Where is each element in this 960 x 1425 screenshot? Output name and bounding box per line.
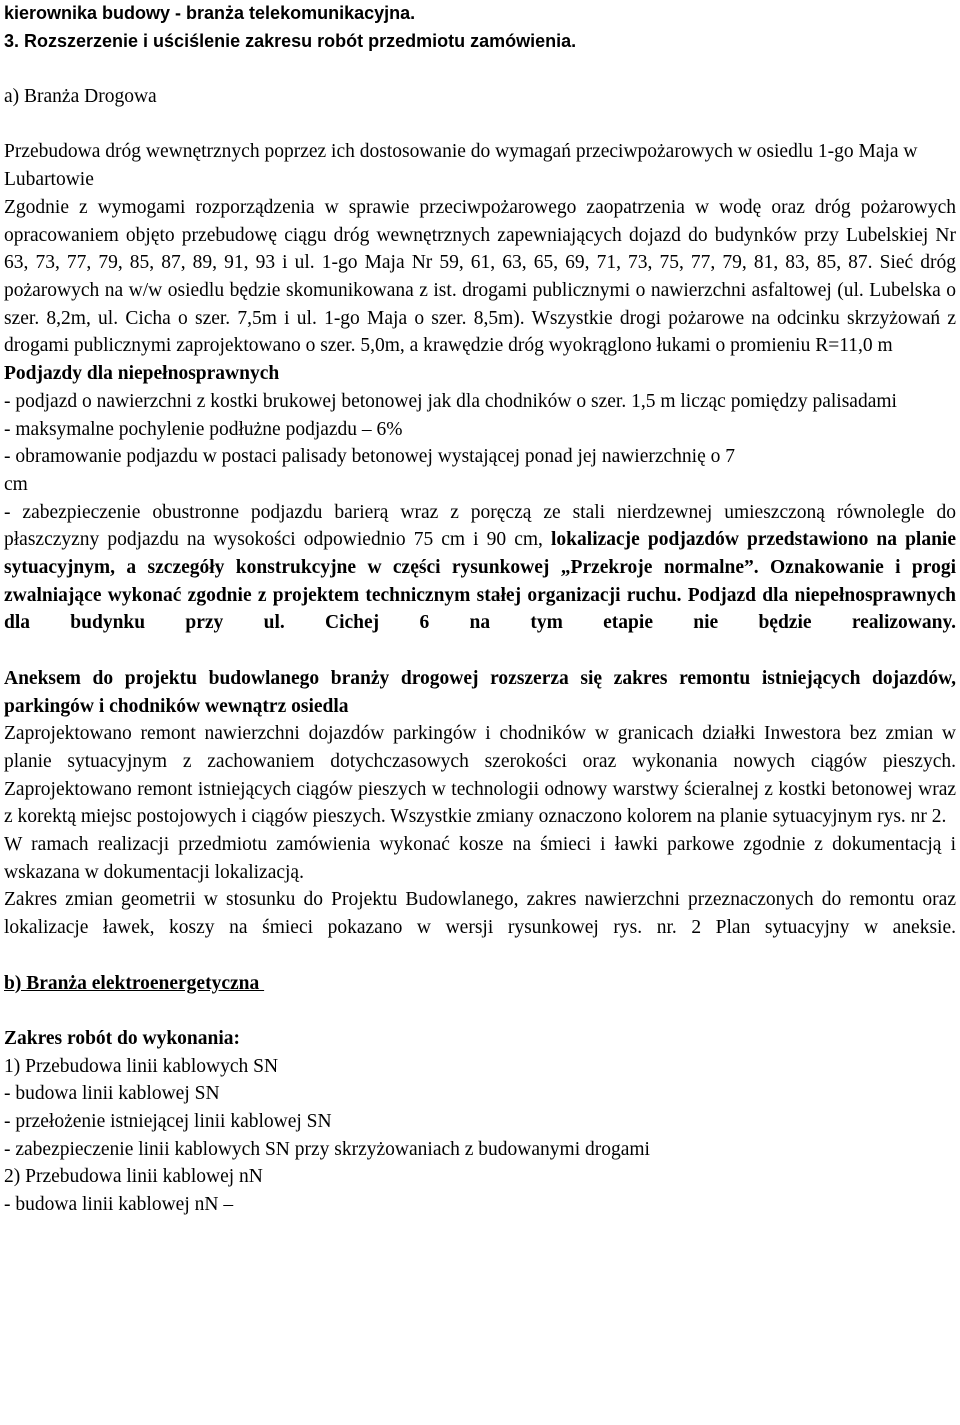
section-b-heading: b) Branża elektroenergetyczna	[4, 972, 265, 994]
section-a-title: Przebudowa dróg wewnętrznych poprzez ich dostosowanie do wymagań przeciwpożarowych w osiedlu 1-go Maja w Lubartowie	[4, 141, 918, 191]
scope-item: - budowa linii kablowej nN –	[4, 1194, 234, 1216]
spacer	[4, 111, 956, 139]
ramps-heading: Podjazdy dla niepełnosprawnych	[4, 363, 280, 385]
scope-item: 1) Przebudowa linii kablowych SN	[4, 1055, 279, 1077]
ramps-item-3: - obramowanie podjazdu w postaci palisady betonowej wystającej ponad jej nawierzchnię o 7 cm	[4, 446, 736, 495]
annex-paragraph-3: Zakres zmian geometrii w stosunku do Projektu Budowlanego, zakres nawierzchni przeznaczonych do remontu oraz lokalizacje ławek, koszy na śmieci pokazano w wersji rysunkowej rys. nr. 2 Plan sytuacyjny w aneksie.	[4, 889, 956, 939]
spacer	[4, 637, 956, 665]
spacer	[4, 55, 956, 83]
ramps-item-1: - podjazd o nawierzchni z kostki brukowej betonowej jak dla chodników o szer. 1,5 m licząc pomiędzy palisadami	[4, 390, 897, 412]
scope-item: - przełożenie istniejącej linii kablowej SN	[4, 1111, 332, 1133]
spacer	[4, 997, 956, 1025]
scope-item: - budowa linii kablowej SN	[4, 1083, 220, 1105]
section-a-heading: a) Branża Drogowa	[4, 86, 157, 108]
header-line-2: 3. Rozszerzenie i uściślenie zakresu robót przedmiotu zamówienia.	[4, 30, 577, 51]
scope-item: 2) Przebudowa linii kablowej nN	[4, 1166, 263, 1188]
ramps-item-2: - maksymalne pochylenie podłużne podjazdu – 6%	[4, 418, 403, 440]
header-line-1: kierownika budowy - branża telekomunikacyjna.	[4, 3, 416, 23]
ramps-item-4	[4, 499, 956, 638]
annex-heading: Aneksem do projektu budowlanego branży drogowej rozszerza się zakres remontu istniejących dojazdów, parkingów i chodników wewnątrz osiedla	[4, 667, 956, 717]
spacer	[4, 942, 956, 970]
scope-heading: Zakres robót do wykonania:	[4, 1027, 241, 1049]
annex-paragraph-1: Zaprojektowano remont nawierzchni dojazdów parkingów i chodników w granicach działki Inwestora bez zmian w planie sytuacyjnym z zachowaniem dotychczasowych szerokości oraz wykonania nowych ciągów pieszych. Zaprojektowano remont istniejących ciągów pieszych w technologii odnowy warstwy ścieralnej z kostki betonowej wraz z korektą miejsc postojowych i ciągów pieszych. Wszystkie zmiany oznaczono kolorem na planie sytuacyjnym rys. nr 2.	[4, 723, 956, 828]
ramps-item-4-bold: lokalizacje podjazdów przedstawiono na planie sytuacyjnym, a szczegóły konstrukcyjne w części rysunkowej „Przekroje normalne”. Oznakowanie i progi zwalniające wykonać zgodnie z projektem technicznym stałej organizacji ruchu. Podjazd dla niepełnosprawnych dla budynku przy ul. Cichej 6 na tym etapie nie będzie realizowany.	[4, 529, 956, 634]
section-a-paragraph-1: Zgodnie z wymogami rozporządzenia w sprawie przeciwpożarowego zaopatrzenia w wodę oraz dróg pożarowych opracowaniem objęto przebudowę ciągu dróg wewnętrznych zapewniających dojazd do budynków przy Lubelskiej Nr 63, 73, 77, 79, 85, 87, 89, 91, 93 i ul. 1-go Maja Nr 59, 61, 63, 65, 69, 71, 73, 75, 77, 79, 81, 83, 85, 87. Sieć dróg pożarowych na w/w osiedlu będzie skomunikowana z ist. drogami publicznymi o nawierzchni asfaltowej (ul. Lubelska o szer. 8,2m, ul. Cicha o szer. 7,5m i ul. 1-go Maja o szer. 8,5m). Wszystkie drogi pożarowe na odcinku skrzyżowań z drogami publicznymi zaprojektowano o szer. 5,0m, a krawędzie dróg wyokrąglono łukami o promieniu R=11,0 m	[4, 196, 956, 357]
ramps-item-4-text: - zabezpieczenie obustronne podjazdu barierą wraz z poręczą ze stali nierdzewnej umieszczoną równolegle do płaszczyzny podjazdu na wysokości odpowiednio 75 cm i 90 cm,	[4, 501, 956, 551]
scope-item: - zabezpieczenie linii kablowych SN przy skrzyżowaniach z budowanymi drogami	[4, 1138, 650, 1160]
annex-paragraph-2: W ramach realizacji przedmiotu zamówienia wykonać kosze na śmieci i ławki parkowe zgodnie z dokumentacją i wskazana w dokumentacji lokalizacją.	[4, 834, 956, 883]
